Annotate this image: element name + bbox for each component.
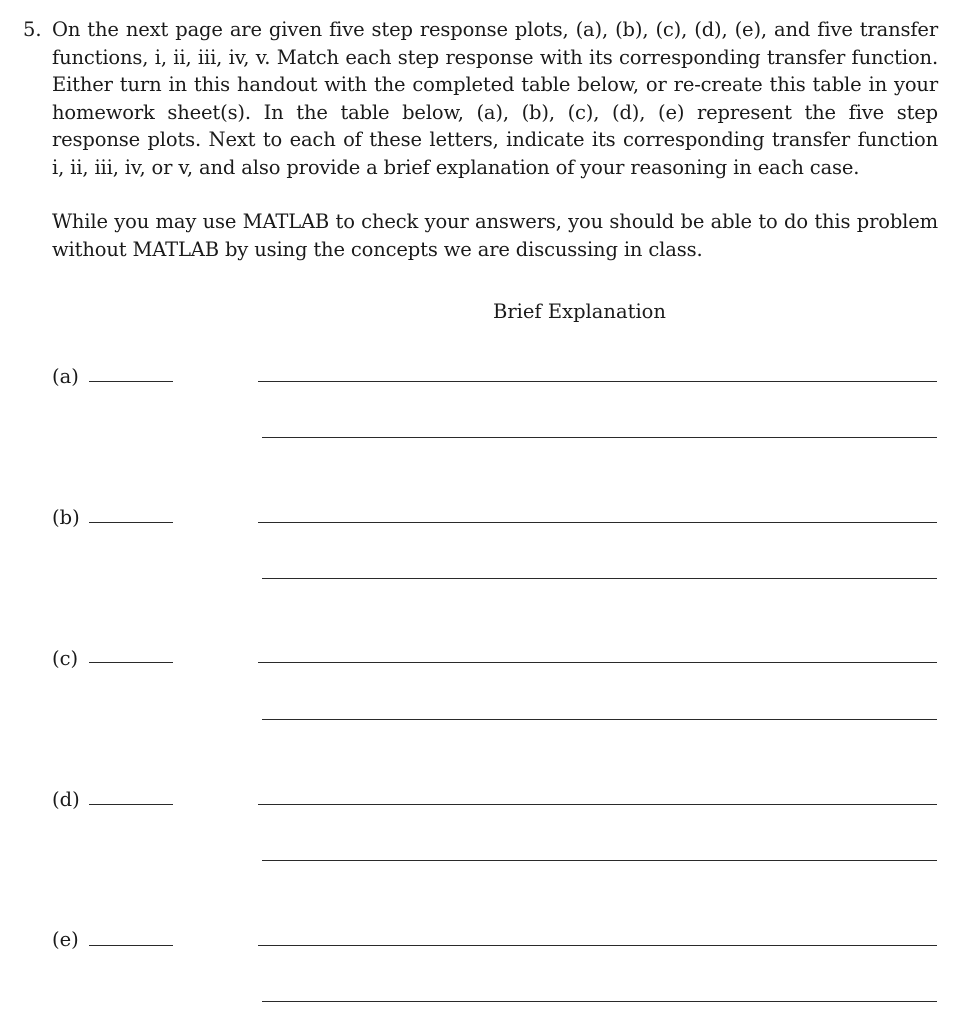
- row-label-c: (c): [52, 647, 79, 670]
- row-label-b: (b): [52, 506, 80, 529]
- answer-blank-d[interactable]: [89, 804, 173, 805]
- row-label-d: (d): [52, 788, 80, 811]
- answer-blank-c[interactable]: [89, 662, 173, 663]
- explanation-line-b-2[interactable]: [262, 578, 937, 579]
- answer-blank-e[interactable]: [89, 945, 173, 946]
- explanation-line-d-1[interactable]: [258, 804, 937, 805]
- problem-instructions: On the next page are given five step response plots, (a), (b), (c), (d), (e), and five transfer functions, i, ii, iii, iv, v. Match each step response with its corresponding transfer function. Either turn in this handout with the completed table below, or re-create this table in your homework sheet(s). In the table below, (a), (b), (c), (d), (e) represent the five step response plots. Next to each of these letters, indicate its corresponding transfer function i, ii, iii, iv, or v, and also provide a brief explanation of your reasoning in each case.: [52, 18, 938, 179]
- explanation-line-b-1[interactable]: [258, 522, 937, 523]
- explanation-line-a-2[interactable]: [262, 437, 937, 438]
- row-label-e: (e): [52, 928, 79, 951]
- explanation-line-d-2[interactable]: [262, 860, 937, 861]
- explanation-line-e-2[interactable]: [262, 1001, 937, 1002]
- explanation-line-c-1[interactable]: [258, 662, 937, 663]
- problem-block: [23, 16, 938, 263]
- explanation-line-e-1[interactable]: [258, 945, 937, 946]
- column-header-brief-explanation: Brief Explanation: [493, 300, 666, 323]
- problem-matlab-note: While you may use MATLAB to check your answers, you should be able to do this problem without MATLAB by using the concepts we are discussing in class.: [52, 210, 938, 261]
- answer-blank-b[interactable]: [89, 522, 173, 523]
- problem-number: 5.: [23, 18, 42, 41]
- explanation-line-a-1[interactable]: [258, 381, 937, 382]
- row-label-a: (a): [52, 365, 79, 388]
- answer-blank-a[interactable]: [89, 381, 173, 382]
- explanation-line-c-2[interactable]: [262, 719, 937, 720]
